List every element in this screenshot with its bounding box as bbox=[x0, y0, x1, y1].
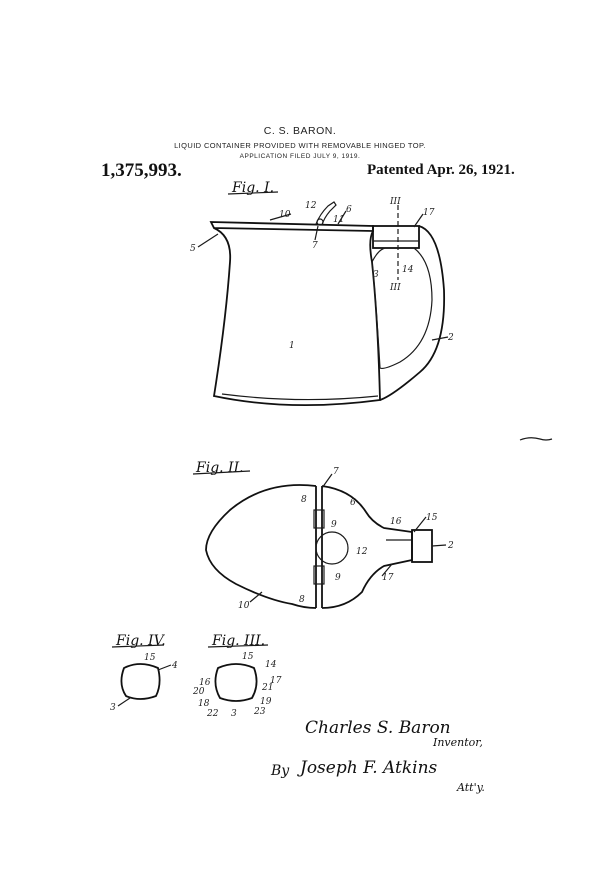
fig3-label-3: 3 bbox=[231, 709, 237, 719]
fig3-label-19: 19 bbox=[260, 697, 272, 707]
lid-plan-left bbox=[206, 485, 316, 608]
fig2-label-9-top: 9 bbox=[331, 520, 337, 530]
fig3-label-21: 21 bbox=[262, 683, 274, 693]
fig3-label-16: 16 bbox=[199, 678, 211, 688]
fig3-label-15: 15 bbox=[242, 652, 254, 662]
fig2-label-7: 7 bbox=[333, 467, 339, 477]
fig3-label-23: 23 bbox=[254, 707, 266, 717]
fig4-section-shape bbox=[121, 664, 159, 699]
fig1-label-3: 3 bbox=[373, 270, 379, 280]
fig1-label-5: 5 bbox=[190, 244, 196, 254]
fig1-label-6: 6 bbox=[346, 205, 352, 215]
fig2-label-8-bottom: 8 bbox=[299, 595, 305, 605]
by-label: By bbox=[271, 763, 290, 779]
fig2-label-15: 15 bbox=[426, 513, 438, 523]
fig3-section-shape bbox=[215, 664, 256, 701]
handle-collar bbox=[373, 226, 419, 248]
fig2-label-8-top: 8 bbox=[301, 495, 307, 505]
fig2-label-9-bottom: 9 bbox=[335, 573, 341, 583]
fig4-label-15: 15 bbox=[144, 653, 156, 663]
fig1-label-2: 2 bbox=[448, 333, 454, 343]
fig3-label-14: 14 bbox=[265, 660, 277, 670]
attorney-role: Att'y. bbox=[457, 781, 485, 794]
fig1-label-7: 7 bbox=[312, 241, 318, 251]
inventor-name-header: C. S. BARON. bbox=[263, 125, 337, 137]
fig2-label-2: 2 bbox=[448, 541, 454, 551]
figure-3-section bbox=[192, 633, 282, 719]
fig3-label-20: 20 bbox=[193, 687, 205, 697]
fig1-label-12: 12 bbox=[305, 201, 317, 211]
fig2-title: Fig. II. bbox=[196, 460, 244, 476]
fig3-title: Fig. III. bbox=[212, 633, 266, 649]
handle-end bbox=[412, 530, 432, 562]
fig4-title: Fig. IV. bbox=[116, 633, 166, 649]
lid-knob bbox=[316, 532, 348, 564]
attorney-signature: Joseph F. Atkins bbox=[300, 758, 438, 778]
application-filed-line: APPLICATION FILED JULY 9, 1919. bbox=[239, 153, 361, 160]
figure-1-pitcher bbox=[190, 180, 454, 405]
figure-4-section bbox=[110, 633, 178, 713]
fig1-label-1: 1 bbox=[289, 341, 295, 351]
fig3-label-17: 17 bbox=[270, 676, 282, 686]
lid bbox=[211, 222, 373, 231]
fig2-label-17: 17 bbox=[382, 573, 394, 583]
fig1-label-10: 10 bbox=[279, 210, 291, 220]
patent-title: LIQUID CONTAINER PROVIDED WITH REMOVABLE HINGED TOP. bbox=[174, 141, 426, 150]
fig2-label-12: 12 bbox=[356, 547, 368, 557]
inventor-role: Inventor, bbox=[433, 736, 483, 749]
fig3-label-18: 18 bbox=[198, 699, 210, 709]
fig4-label-3: 3 bbox=[110, 703, 116, 713]
fig1-label-III-bottom: III bbox=[390, 283, 401, 293]
fig1-label-III-top: III bbox=[390, 197, 401, 207]
fig2-label-6: 6 bbox=[350, 498, 356, 508]
fig4-label-4: 4 bbox=[172, 661, 178, 671]
figure-2-lid-plan bbox=[193, 460, 454, 611]
handle-outer bbox=[380, 226, 444, 400]
fig2-label-10: 10 bbox=[238, 601, 250, 611]
pitcher-base-line bbox=[222, 394, 378, 400]
stray-mark bbox=[520, 438, 552, 440]
patented-date: Patented Apr. 26, 1921. bbox=[367, 162, 515, 178]
pitcher-body bbox=[214, 228, 380, 405]
fig1-title: Fig. I. bbox=[232, 180, 275, 196]
fig3-label-22: 22 bbox=[207, 709, 219, 719]
patent-number: 1,375,993. bbox=[101, 160, 182, 181]
fig2-label-16: 16 bbox=[390, 517, 402, 527]
fig1-label-11: 11 bbox=[333, 215, 345, 225]
inventor-signature: Charles S. Baron bbox=[305, 718, 451, 738]
fig1-label-17: 17 bbox=[423, 208, 435, 218]
signature-block bbox=[270, 718, 485, 794]
fig1-label-14: 14 bbox=[402, 265, 414, 275]
